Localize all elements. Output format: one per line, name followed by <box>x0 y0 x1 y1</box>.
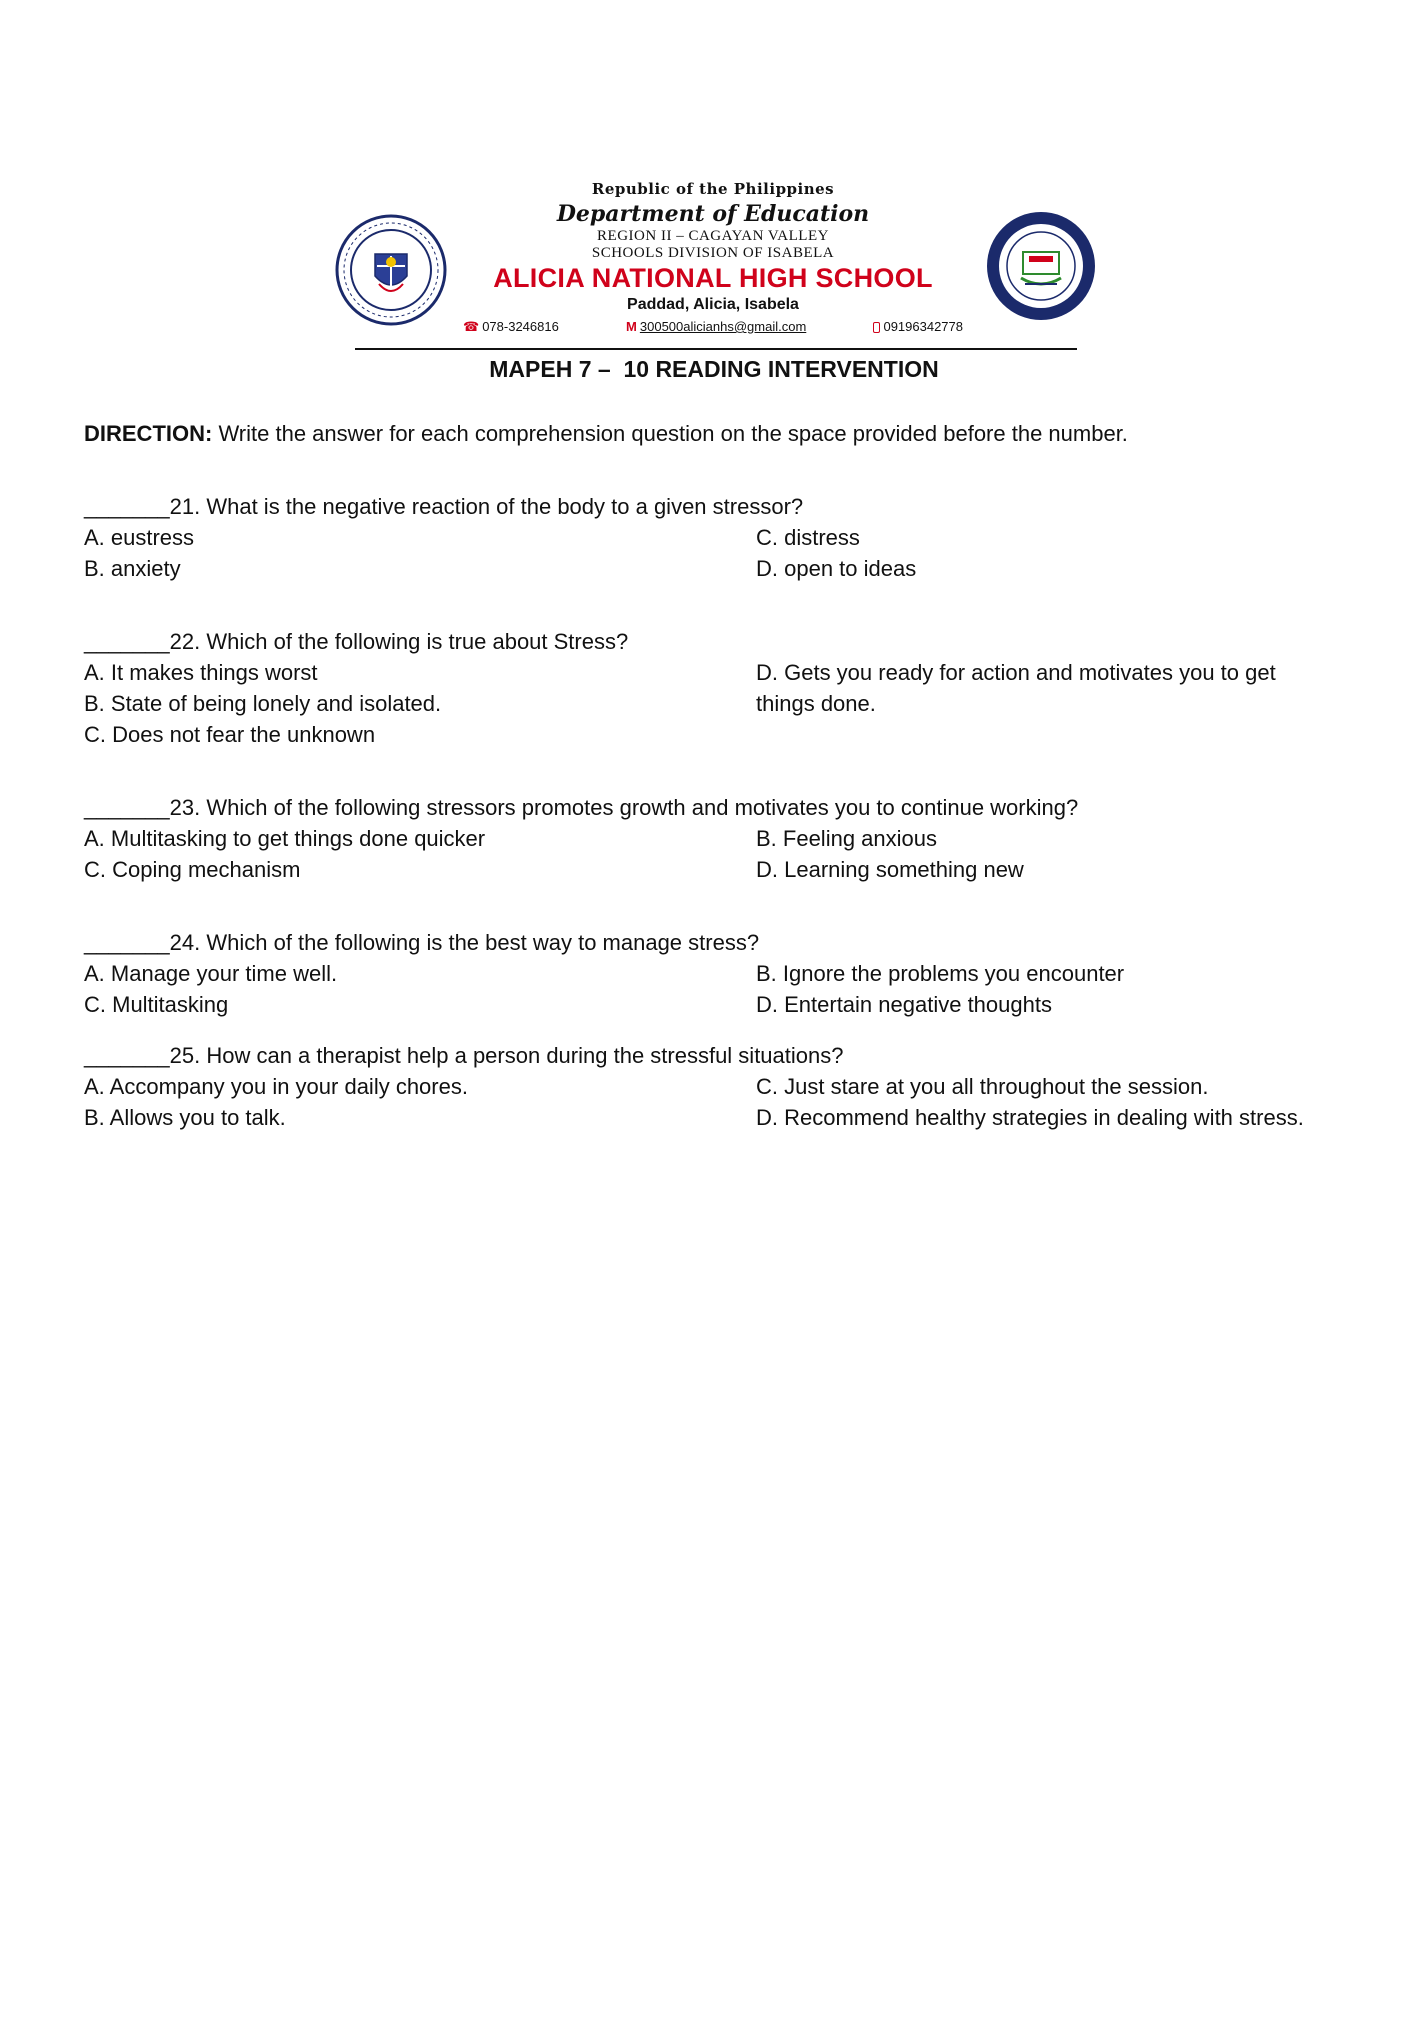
mobile-phone-icon <box>873 322 880 333</box>
letterhead-text <box>453 170 973 336</box>
option-b: B. State of being lonely and isolated. <box>84 691 442 716</box>
deped-seal-icon <box>335 214 447 326</box>
question-23 <box>84 792 1364 885</box>
question-22 <box>84 626 1364 750</box>
question-stem: _______21. What is the negative reaction of the body to a given stressor? <box>84 494 804 519</box>
question-stem: _______22. Which of the following is true about Stress? <box>84 629 629 654</box>
option-a: A. Accompany you in your daily chores. <box>84 1074 468 1099</box>
option-a: A. Multitasking to get things done quicker <box>84 826 486 851</box>
phone-contact <box>463 318 559 336</box>
option-b: B. Allows you to talk. <box>84 1105 286 1130</box>
options <box>84 657 1364 750</box>
option-a: A. eustress <box>84 525 195 550</box>
mobile-number: 09196342778 <box>883 319 963 334</box>
option-c: C. Coping mechanism <box>84 857 301 882</box>
school-address: Paddad, Alicia, Isabela <box>627 296 799 313</box>
options <box>84 522 1364 584</box>
phone-icon: ☎ <box>463 319 480 334</box>
division-line: SCHOOLS DIVISION OF ISABELA <box>591 245 835 261</box>
options <box>84 1071 1364 1133</box>
email-address[interactable]: 300500alicianhs@gmail.com <box>639 319 807 334</box>
option-c: C. Just stare at you all throughout the session. <box>756 1074 1209 1099</box>
option-d: D. Recommend healthy strategies in dealing with stress. <box>756 1105 1304 1130</box>
option-b: B. Feeling anxious <box>756 826 937 851</box>
option-b: B. Ignore the problems you encounter <box>756 961 1125 986</box>
letterhead <box>335 170 1095 340</box>
contact-row <box>453 318 973 336</box>
page-title: MAPEH 7 – 10 READING INTERVENTION <box>489 356 939 382</box>
worksheet-body <box>84 418 1364 1133</box>
question-21 <box>84 491 1364 584</box>
direction-label: DIRECTION: <box>84 421 213 446</box>
options <box>84 823 1364 885</box>
option-c: C. distress <box>756 525 860 550</box>
option-d: D. Entertain negative thoughts <box>756 992 1052 1017</box>
school-name: ALICIA NATIONAL HIGH SCHOOL <box>493 263 933 293</box>
option-d: D. Learning something new <box>756 857 1024 882</box>
option-b: B. anxiety <box>84 556 181 581</box>
question-25 <box>84 1040 1364 1133</box>
mobile-contact <box>873 318 963 336</box>
options-left-column <box>84 657 756 750</box>
phone-number: 078-3246816 <box>482 319 559 334</box>
direction <box>84 418 1364 449</box>
republic-line: Republic of the Philippines <box>591 180 835 198</box>
option-a: A. It makes things worst <box>84 660 318 685</box>
region-line: REGION II – CAGAYAN VALLEY <box>597 228 829 244</box>
option-c: C. Does not fear the unknown <box>84 722 376 747</box>
school-seal-icon <box>985 210 1097 322</box>
option-c: C. Multitasking <box>84 992 229 1017</box>
option-d: D. Gets you ready for action and motivates you to get things done. <box>756 660 1276 716</box>
options <box>84 958 1364 1020</box>
question-stem: _______24. Which of the following is the best way to manage stress? <box>84 930 760 955</box>
direction-text: Write the answer for each comprehension question on the space provided before the number. <box>212 421 1128 446</box>
header-divider <box>355 348 1077 350</box>
option-a: A. Manage your time well. <box>84 961 338 986</box>
question-stem: _______25. How can a therapist help a person during the stressful situations? <box>84 1043 844 1068</box>
options-right-column <box>756 657 1326 750</box>
department-line: Department of Education <box>556 201 870 227</box>
question-stem: _______23. Which of the following stressors promotes growth and motivates you to continue working? <box>84 795 1079 820</box>
question-24 <box>84 927 1364 1020</box>
option-d: D. open to ideas <box>756 556 917 581</box>
email-contact[interactable] <box>626 318 806 336</box>
gmail-icon: M <box>626 319 637 334</box>
